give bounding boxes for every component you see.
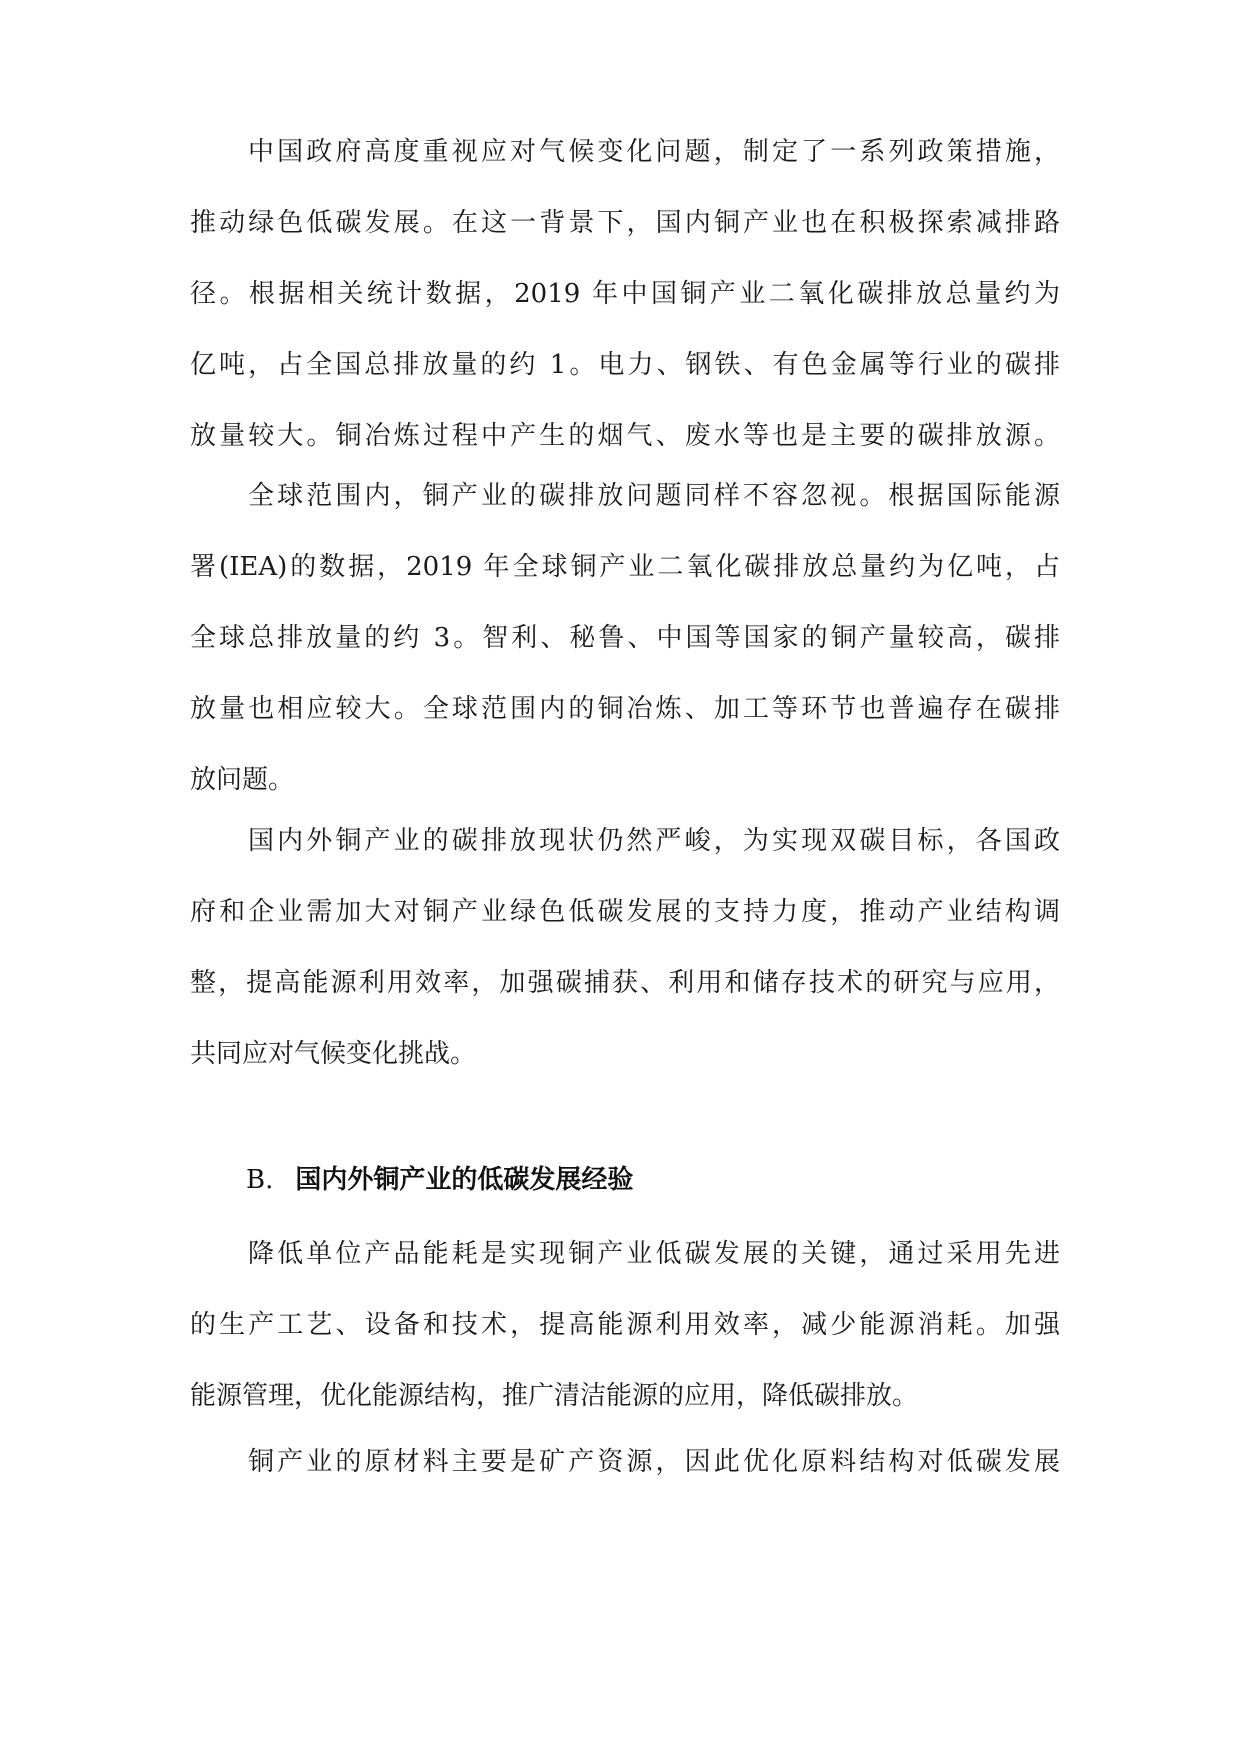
paragraph-conclusion (190, 806, 1060, 1090)
text-line: 全球范围内，铜产业的碳排放问题同样不容忽视。根据国际能源 (248, 481, 1060, 511)
section-title: 国内外铜产业的低碳发展经验 (295, 1165, 634, 1195)
text-line: 铜产业的原材料主要是矿产资源，因此优化原料结构对低碳发展 (248, 1447, 1060, 1477)
text-line: 降低单位产品能耗是实现铜产业低碳发展的关键，通过采用先进 (248, 1239, 1060, 1269)
paragraph-raw-materials (190, 1427, 1060, 1498)
paragraph-global-emissions (190, 461, 1060, 816)
text-line: 推动绿色低碳发展。在这一背景下，国内铜产业也在积极探索减排路 (190, 208, 1060, 238)
text-line: 共同应对气候变化挑战。 (190, 1039, 477, 1069)
text-line: 的生产工艺、设备和技术，提高能源利用效率，减少能源消耗。加强 (190, 1310, 1060, 1340)
text-line: 署(IEA)的数据，2019 年全球铜产业二氧化碳排放总量约为亿吨，占 (190, 552, 1060, 582)
text-line: 放问题。 (190, 765, 295, 795)
text-line: 放量较大。铜冶炼过程中产生的烟气、废水等也是主要的碳排放源。 (190, 421, 1060, 451)
section-heading (246, 1145, 633, 1216)
section-number: B. (246, 1165, 274, 1195)
text-line: 径。根据相关统计数据，2019 年中国铜产业二氧化碳排放总量约为 (190, 279, 1060, 309)
text-line: 整，提高能源利用效率，加强碳捕获、利用和储存技术的研究与应用， (190, 968, 1060, 998)
text-line: 放量也相应较大。全球范围内的铜冶炼、加工等环节也普遍存在碳排 (190, 694, 1060, 724)
text-line: 国内外铜产业的碳排放现状仍然严峻，为实现双碳目标，各国政 (248, 826, 1060, 856)
text-line: 中国政府高度重视应对气候变化问题，制定了一系列政策措施， (248, 137, 1060, 167)
text-line: 能源管理，优化能源结构，推广清洁能源的应用，降低碳排放。 (190, 1381, 919, 1411)
text-line: 全球总排放量的约 3。智利、秘鲁、中国等国家的铜产量较高，碳排 (190, 623, 1060, 653)
paragraph-china-emissions (190, 117, 1060, 472)
text-line: 府和企业需加大对铜产业绿色低碳发展的支持力度，推动产业结构调 (190, 897, 1060, 927)
text-line: 亿吨，占全国总排放量的约 1。电力、钢铁、有色金属等行业的碳排 (190, 350, 1060, 380)
paragraph-energy-consumption (190, 1219, 1060, 1432)
